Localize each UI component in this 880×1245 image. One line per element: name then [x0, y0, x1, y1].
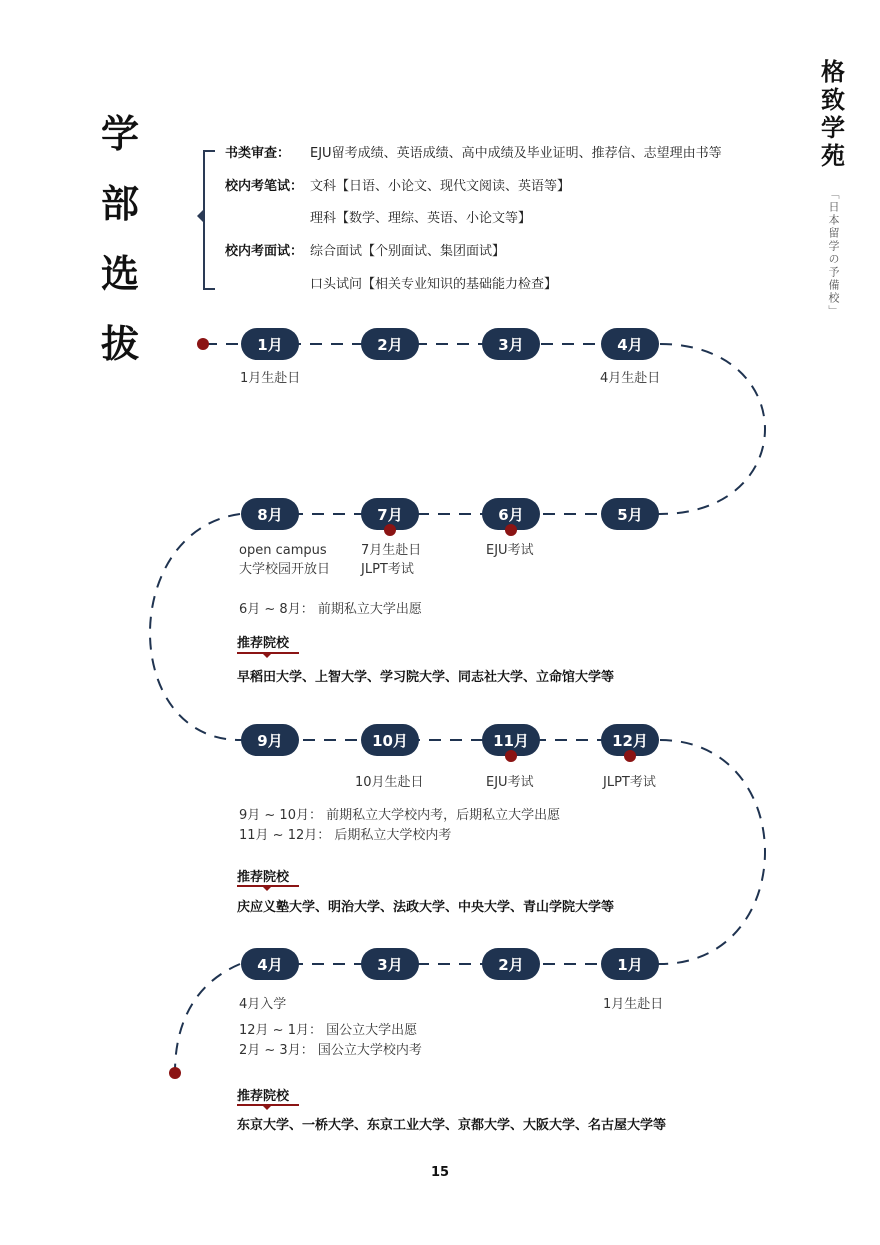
month-pill-apr: 4月: [601, 328, 659, 360]
brand-char: 学: [821, 114, 845, 142]
period-note: 2月 ~ 3月： 国公立大学校内考: [239, 1043, 422, 1058]
month-pill-mar: 3月: [361, 948, 419, 980]
req-text-documents: EJU留考成绩、英语成绩、高中成绩及毕业证明、推荐信、志望理由书等: [310, 146, 722, 161]
brand-char: 致: [821, 86, 845, 114]
recommend-heading: 推荐院校: [237, 1089, 290, 1104]
month-pill-jan: 1月: [241, 328, 299, 360]
section-title-char: 部: [100, 182, 139, 226]
month-pill-jan: 1月: [601, 948, 659, 980]
req-label-interview: 校内考面试：: [225, 244, 304, 259]
event-label: 1月生赴日: [240, 371, 301, 386]
event-label: 1月生赴日: [603, 997, 664, 1012]
recommend-underline: [237, 652, 299, 654]
month-pill-sep: 9月: [241, 724, 299, 756]
req-text-written-science: 理科【数学、理综、英语、小论文等】: [310, 211, 532, 226]
req-label-written: 校内考笔试：: [225, 179, 304, 194]
month-pill-feb: 2月: [361, 328, 419, 360]
month-pill-aug: 8月: [241, 498, 299, 530]
page-number: 15: [430, 1165, 450, 1180]
event-label: EJU考试: [486, 543, 534, 558]
period-note: 9月 ~ 10月： 前期私立大学校内考，后期私立大学出愿: [239, 808, 561, 823]
month-pill-dec: 12月: [601, 724, 659, 756]
recommend-heading: 推荐院校: [237, 636, 290, 651]
event-label: EJU考试: [486, 775, 534, 790]
event-dot: [505, 524, 517, 536]
period-note: 11月 ~ 12月： 后期私立大学校内考: [239, 828, 452, 843]
period-note: 6月 ~ 8月： 前期私立大学出愿: [239, 602, 422, 617]
req-label-documents: 书类审查：: [225, 146, 291, 161]
brand-char: 苑: [821, 142, 845, 170]
recommend-list: 早稻田大学、上智大学、学习院大学、同志社大学、立命馆大学等: [237, 670, 615, 685]
month-pill-may: 5月: [601, 498, 659, 530]
event-dot: [505, 750, 517, 762]
req-text-interview-general: 综合面试【个别面试、集团面试】: [310, 244, 506, 259]
month-pill-jul: 7月: [361, 498, 419, 530]
brand-char: 格: [821, 58, 845, 86]
event-label: JLPT考试: [603, 775, 656, 790]
event-label: 大学校园开放日: [239, 562, 331, 577]
recommend-underline: [237, 885, 299, 887]
section-title-char: 选: [100, 252, 139, 296]
event-dot: [384, 524, 396, 536]
month-pill-mar: 3月: [482, 328, 540, 360]
month-pill-oct: 10月: [361, 724, 419, 756]
event-label: 10月生赴日: [355, 775, 424, 790]
req-text-interview-oral: 口头试问【相关专业知识的基础能力检查】: [310, 277, 558, 292]
period-note: 12月 ~ 1月： 国公立大学出愿: [239, 1023, 418, 1038]
section-title-char: 拔: [100, 322, 139, 366]
event-label: 4月入学: [239, 997, 287, 1012]
recommend-heading: 推荐院校: [237, 870, 290, 885]
timeline-end-dot: [169, 1067, 181, 1079]
event-dot: [624, 750, 636, 762]
timeline-start-dot: [197, 338, 209, 350]
brand-tagline: 「日本留学の予備校」: [827, 188, 840, 318]
event-label: JLPT考试: [361, 562, 414, 577]
event-label: open campus: [239, 543, 327, 558]
req-text-written-arts: 文科【日语、小论文、现代文阅读、英语等】: [310, 179, 571, 194]
month-pill-jun: 6月: [482, 498, 540, 530]
event-label: 7月生赴日: [361, 543, 422, 558]
month-pill-feb: 2月: [482, 948, 540, 980]
section-title-char: 学: [100, 112, 139, 156]
month-pill-nov: 11月: [482, 724, 540, 756]
month-pill-apr: 4月: [241, 948, 299, 980]
recommend-underline: [237, 1104, 299, 1106]
recommend-list: 东京大学、一桥大学、东京工业大学、京都大学、大阪大学、名古屋大学等: [237, 1118, 667, 1133]
event-label: 4月生赴日: [600, 371, 661, 386]
recommend-list: 庆应义塾大学、明治大学、法政大学、中央大学、青山学院大学等: [237, 900, 615, 915]
